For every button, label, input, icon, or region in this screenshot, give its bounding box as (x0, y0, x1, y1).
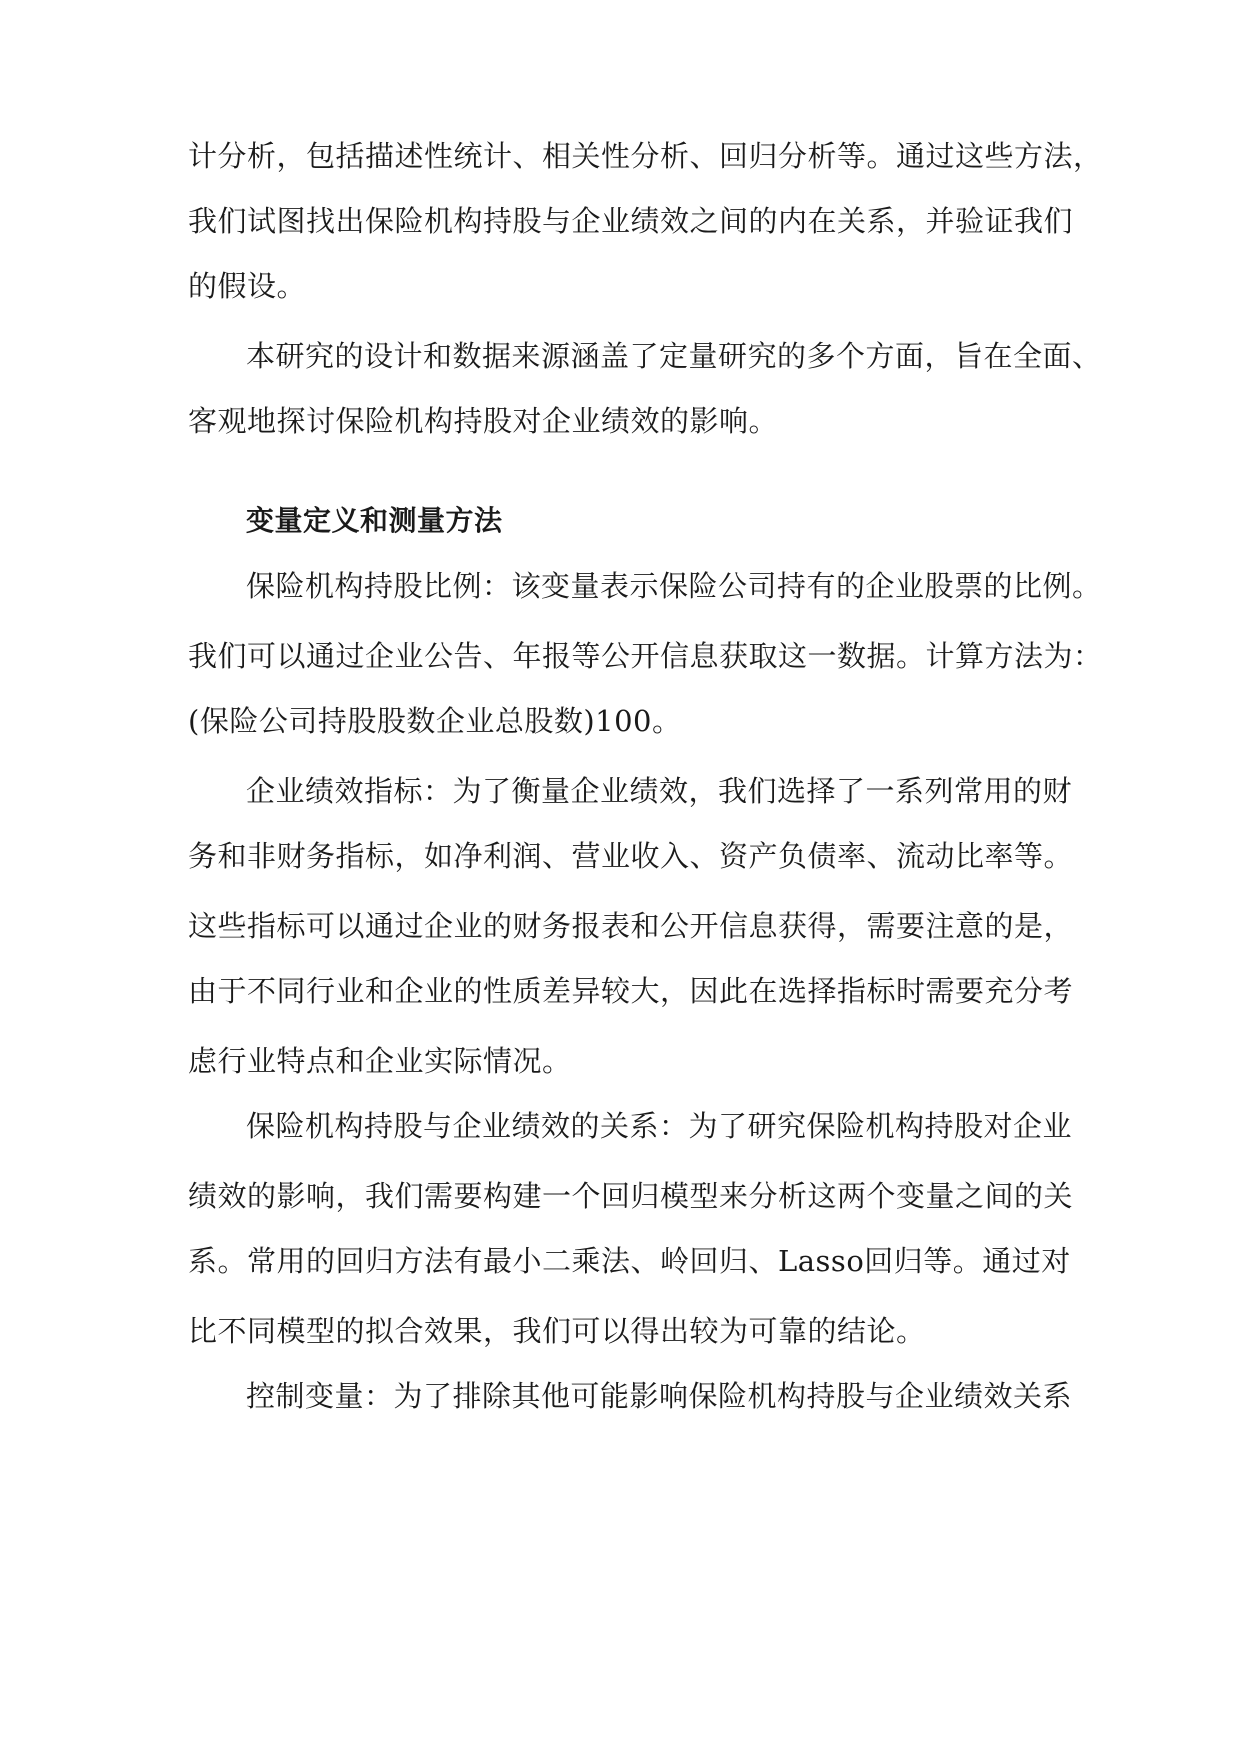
body-text-line: 由于不同行业和企业的性质差异较大，因此在选择指标时需要充分考 (188, 974, 1074, 1008)
body-text-line: 系。常用的回归方法有最小二乘法、岭回归、Lasso回归等。通过对 (188, 1244, 1071, 1278)
body-text-line: 控制变量：为了排除其他可能影响保险机构持股与企业绩效关系 (246, 1379, 1073, 1413)
body-text-line: 我们可以通过企业公告、年报等公开信息获取这一数据。计算方法为： (188, 639, 1103, 673)
body-text-line: 企业绩效指标：为了衡量企业绩效，我们选择了一系列常用的财 (246, 774, 1073, 808)
body-text-line: 务和非财务指标，如净利润、营业收入、资产负债率、流动比率等。 (188, 839, 1074, 873)
body-text-line: 保险机构持股比例：该变量表示保险公司持有的企业股票的比例。 (246, 569, 1102, 603)
section-heading: 变量定义和测量方法 (246, 504, 503, 537)
body-text-line: 保险机构持股与企业绩效的关系：为了研究保险机构持股对企业 (246, 1109, 1073, 1143)
body-text-line: (保险公司持股股数企业总股数)100。 (188, 704, 682, 738)
body-text-line: 比不同模型的拟合效果，我们可以得出较为可靠的结论。 (188, 1314, 926, 1348)
body-text-line: 绩效的影响，我们需要构建一个回归模型来分析这两个变量之间的关 (188, 1179, 1074, 1213)
body-text-line: 客观地探讨保险机构持股对企业绩效的影响。 (188, 404, 779, 438)
body-text-line: 这些指标可以通过企业的财务报表和公开信息获得，需要注意的是， (188, 909, 1074, 943)
body-text-line: 计分析，包括描述性统计、相关性分析、回归分析等。通过这些方法， (188, 139, 1103, 173)
body-text-line: 的假设。 (188, 269, 307, 303)
body-text-line: 我们试图找出保险机构持股与企业绩效之间的内在关系，并验证我们 (188, 204, 1074, 238)
body-text-line: 本研究的设计和数据来源涵盖了定量研究的多个方面，旨在全面、 (246, 339, 1102, 373)
body-text-line: 虑行业特点和企业实际情况。 (188, 1044, 572, 1078)
